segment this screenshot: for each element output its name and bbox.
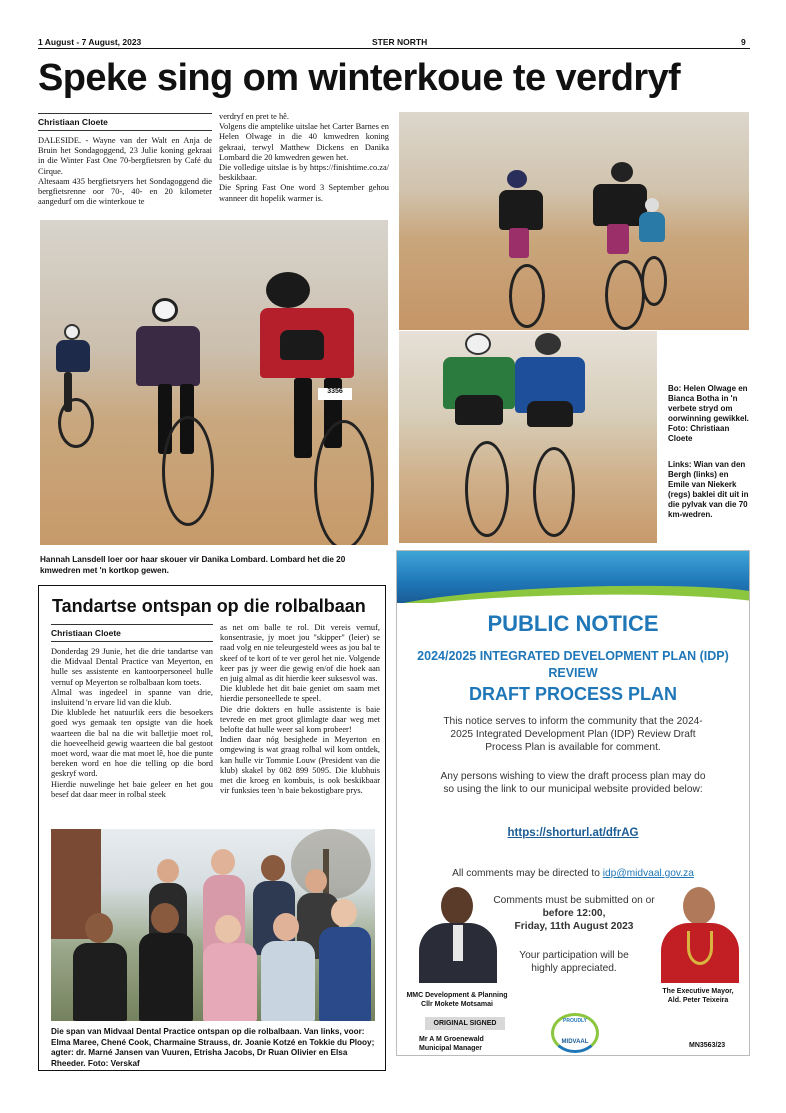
article-headline: Speke sing om winterkoue te verdryf xyxy=(38,57,681,99)
paragraph: Volgens die amptelike uitslae het Carter Barnes en Helen Olwage in die 40 kmwedren koning gekraai, terwyl Matthew Dickens en Danika Lombard die 20 kmwedren gewen het. xyxy=(219,122,389,162)
logo-text-top: PROUDLY xyxy=(563,1018,587,1024)
photo-caption-top: Bo: Helen Olwage en Bianca Botha in 'n verbete stryd om oorwinning gewikkel. Foto: Christiaan Cloete xyxy=(668,384,749,443)
rider-figure xyxy=(509,331,599,543)
photo-riders-top-right xyxy=(399,112,749,330)
notice-reference: MN3563/23 xyxy=(689,1042,726,1049)
midvaal-logo xyxy=(547,1011,603,1055)
mayor-caption xyxy=(645,987,751,1005)
person-figure xyxy=(71,913,127,1021)
paragraph: Almal was ingedeel in spanne van drie, insluitend 'n ervare lid van die klub. xyxy=(51,687,213,708)
rider-figure xyxy=(635,196,675,316)
byline-rule xyxy=(38,113,212,114)
person-figure xyxy=(259,913,315,1021)
deadline-line-2: before 12:00, xyxy=(542,908,606,919)
mayor-name: Ald. Peter Teixeira xyxy=(667,997,729,1004)
original-signed-badge: ORIGINAL SIGNED xyxy=(425,1017,505,1030)
notice-subtitle: 2024/2025 INTEGRATED DEVELOPMENT PLAN (IDP) REVIEW xyxy=(417,649,729,680)
issue-date: 1 August - 7 August, 2023 xyxy=(38,37,142,47)
paragraph: as net om balle te rol. Dit vereis vernuf, konsentrasie, jy moet jou "skipper" (leier) se raad volg en nie teleurgesteld wees as jou bal te skeef of te kort of te ver gerol het nie. Volgende keer pas jy weer die gewig en/of die hoek aan en juig almal as dit hierdie keer suksesvol was. xyxy=(220,623,380,684)
race-bib-number: 3356 xyxy=(318,388,352,400)
paragraph: Die drie dokters en hulle assistente is baie tevrede en met groot glimlagte daar weg met belofte dat hulle weer sal kom probeer! xyxy=(220,704,380,735)
deadline-line-1: Comments must be submitted on or xyxy=(493,895,655,906)
byline-rule xyxy=(51,624,213,625)
paragraph: Die klublede het natuurlik eers die besoekers goed wys gemaak ten opsigte van die hoek waarteen die bal na die wit balletjie moet rol, die hoeveelheid gewig waarteen die bal gestoot moet word, waar die mat moet lê, hoe die punte bereken word en hoe die telling op die bord geskryf word. xyxy=(51,708,213,779)
paragraph: Die klublede het dit baie geniet om saam met hierdie personeellede te speel. xyxy=(220,684,380,704)
article-box-bowls xyxy=(38,585,386,1071)
logo-text-bottom: MIDVAAL xyxy=(561,1039,589,1045)
article-byline: Christiaan Cloete xyxy=(38,117,108,127)
person-figure xyxy=(201,915,257,1021)
article-column-2 xyxy=(219,112,389,204)
mmc-title: MMC Development & Planning xyxy=(406,992,508,999)
photo-riders-bottom xyxy=(399,331,657,543)
photo-caption-main: Hannah Lansdell loer oor haar skouer vir Danika Lombard. Lombard het die 20 kmwedren met 'n kortkop gewen. xyxy=(40,555,346,575)
byline-rule-bottom xyxy=(38,130,212,131)
paragraph: DALESIDE. - Wayne van der Walt en Anja de Bruin het Sondagoggend, 23 Julie koning gekraai in die Winter Fast One 70-bergfietsren by Café du Cirque. xyxy=(38,136,212,176)
mayor-title: The Executive Mayor, xyxy=(662,988,734,995)
manager-caption xyxy=(419,1035,529,1053)
article-headline: Tandartse ontspan op die rolbalbaan xyxy=(52,596,366,616)
paragraph: Hierdie nuwelinge het baie geleer en het gou besef dat daar meer in rolbal steek xyxy=(51,779,213,799)
paragraph: Die volledige uitslae is by https://finishtime.co.za/ beskikbaar. xyxy=(219,163,389,183)
manager-name: Mr A M Groenewald xyxy=(419,1036,484,1043)
deadline-date: Friday, 11th August 2023 xyxy=(514,921,634,932)
paragraph: Altesaam 435 bergfietsryers het Sondagoggend die bergfietsrenne oor 70-, 40- en 20 kilometer aangedurf om die winterkoue te xyxy=(38,176,212,207)
notice-title: PUBLIC NOTICE xyxy=(487,611,659,636)
notice-comments-line xyxy=(397,867,749,880)
notice-banner xyxy=(397,551,749,603)
notice-plan-title: DRAFT PROCESS PLAN xyxy=(468,684,677,704)
rider-figure xyxy=(48,320,108,450)
paragraph: Indien daar nóg besighede in Meyerton en omgewing is wat graag rolbal wil kom ontdek, kan hulle vir Tommie Louw (President van die klub) skakel by 082 899 5095. Die klubhuis met die kroeg en kombuis, is ook beskikbaar vir funksies teen 'n baie bekostigbare prys. xyxy=(220,735,380,796)
notice-intro: This notice serves to inform the community that the 2024-2025 Integrated Development Plan (IDP) Review Draft Process Plan is available for comment. xyxy=(443,716,703,753)
mmc-name: Cllr Mokete Motsamai xyxy=(421,1001,493,1008)
byline-rule-bottom xyxy=(51,641,213,642)
paragraph: verdryf en pret te hê. xyxy=(219,112,289,121)
mmc-caption xyxy=(401,991,513,1009)
rider-figure xyxy=(495,168,565,328)
article-column-1 xyxy=(51,647,213,800)
photo-dental-team xyxy=(51,829,375,1021)
website-link[interactable]: https://shorturl.at/dfrAG xyxy=(507,827,639,839)
header-rule xyxy=(38,48,750,49)
page-number: 9 xyxy=(741,37,746,47)
public-notice-ad xyxy=(396,550,750,1056)
person-figure xyxy=(137,903,193,1021)
paragraph: Donderdag 29 Junie, het die drie tandartse van die Midvaal Dental Practice van Meyerton, en hulle ses assistente en kantoorpersoneel hulle vernuf op Meyerton se rolbalbaan kom toets. xyxy=(51,647,213,687)
newspaper-name: STER NORTH xyxy=(372,37,428,47)
article-column-1 xyxy=(38,136,212,207)
article-byline: Christiaan Cloete xyxy=(51,628,121,638)
person-figure xyxy=(317,899,371,1021)
email-link[interactable]: idp@midvaal.gov.za xyxy=(602,868,694,879)
comments-prefix: All comments may be directed to xyxy=(452,868,600,879)
notice-link-row xyxy=(397,827,749,840)
notice-view-text: Any persons wishing to view the draft process plan may do so using the link to our municipal website provided below: xyxy=(440,771,706,795)
manager-title: Municipal Manager xyxy=(419,1045,483,1052)
participation-text: Your participation will be highly appreciated. xyxy=(519,950,629,974)
rider-figure xyxy=(128,296,238,536)
portrait-mayor xyxy=(659,883,741,983)
article-column-2 xyxy=(220,623,380,796)
photo-riders-main xyxy=(40,220,388,545)
photo-caption-bottom: Links: Wian van den Bergh (links) en Emile van Niekerk (regs) baklei dit uit in die pylvak van die 70 km-wedren. xyxy=(668,460,749,519)
photo-caption: Die span van Midvaal Dental Practice ontspan op die rolbalbaan. Van links, voor: Elma Maree, Chené Cook, Charmaine Strauss, dr. Joanie Kotzé en Tokkie du Plooy; agter: dr. Marné Jansen van Vuuren, Etrisha Jacobs, Dr Ruan Olivier en Elsa Rheeder. Foto: Verskaf xyxy=(51,1027,375,1068)
paragraph: Die Spring Fast One word 3 September gehou wanneer dit hopelik warmer is. xyxy=(219,183,389,203)
rider-figure xyxy=(250,270,388,545)
